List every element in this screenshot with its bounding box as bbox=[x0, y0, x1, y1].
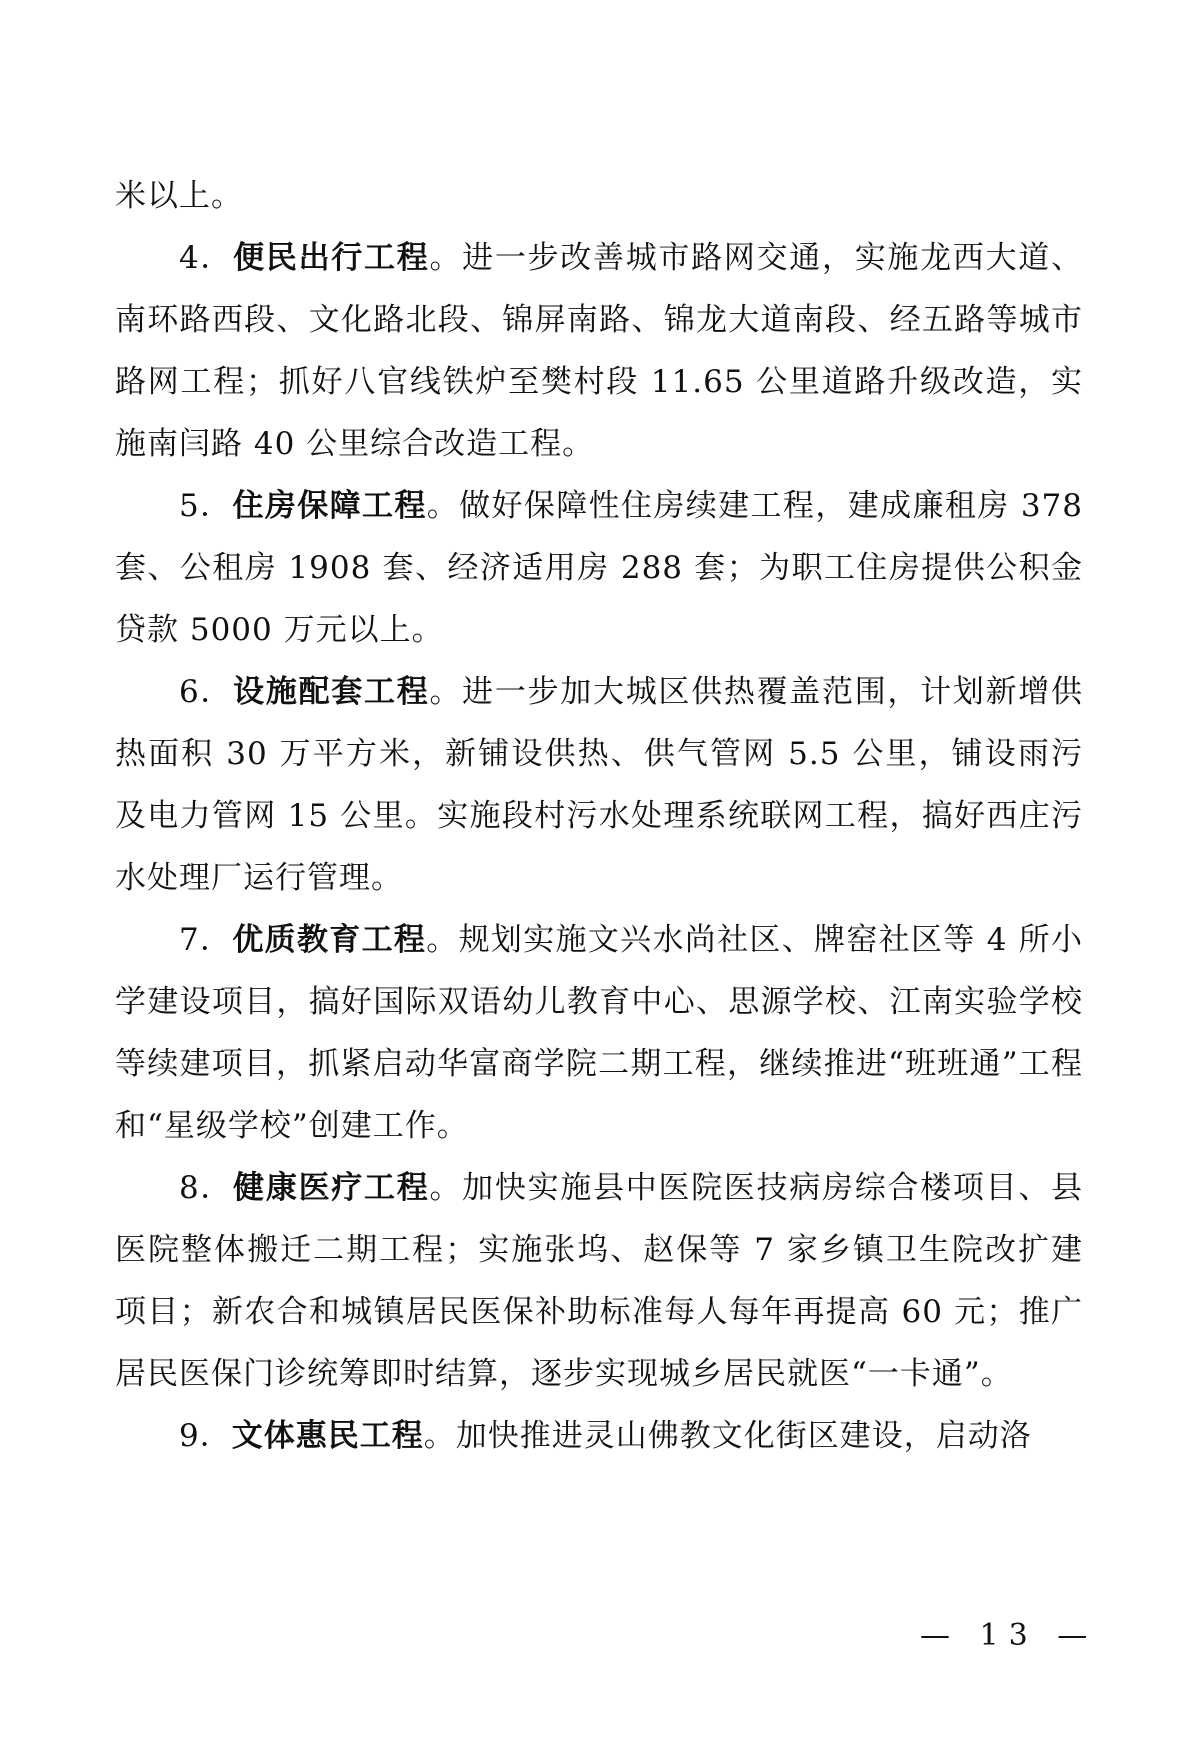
item-8-number: 8． bbox=[179, 1170, 234, 1206]
item-7-text: 。规划实施文兴水尚社区、牌窑社区等 4 所小学建设项目，搞好国际双语幼儿教育中心、思源学校、江南实验学校等续建项目，抓紧启动华富商学院二期工程，继续推进“班班通”工程和“星级学校”创建工作。 bbox=[115, 922, 1084, 1144]
item-6-number: 6． bbox=[179, 674, 234, 710]
item-9-paragraph bbox=[115, 1405, 1083, 1467]
item-9-text: 。加快推进灵山佛教文化街区建设，启动洛 bbox=[423, 1418, 1032, 1454]
item-8-heading: 健康医疗工程 bbox=[233, 1170, 430, 1206]
item-9-heading: 文体惠民工程 bbox=[231, 1418, 424, 1454]
item-4-text: 。进一步改善城市路网交通，实施龙西大道、南环路西段、文化路北段、锦屏南路、锦龙大道南段、经五路等城市路网工程；抓好八官线铁炉至樊村段 11.65 公里道路升级改造，实施南闫路 40 公里综合改造工程。 bbox=[115, 240, 1083, 462]
item-7-heading: 优质教育工程 bbox=[232, 922, 427, 958]
document-body bbox=[115, 165, 1083, 1467]
item-7-number: 7． bbox=[179, 922, 233, 958]
intro-paragraph: 米以上。 bbox=[115, 178, 243, 214]
item-7-paragraph bbox=[115, 909, 1083, 1157]
item-4-heading: 便民出行工程 bbox=[233, 240, 430, 276]
item-5-number: 5． bbox=[179, 488, 233, 524]
item-8-paragraph bbox=[115, 1157, 1083, 1405]
page-number: — 13 — bbox=[920, 1618, 1098, 1653]
item-5-paragraph bbox=[115, 475, 1083, 661]
item-8-text: 。加快实施县中医院医技病房综合楼项目、县医院整体搬迁二期工程；实施张坞、赵保等 7 家乡镇卫生院改扩建项目；新农合和城镇居民医保补助标准每人每年再提高 60 元；推广居民医保门诊统筹即时结算，逐步实现城乡居民就医“一卡通”。 bbox=[115, 1170, 1083, 1392]
item-9-number: 9． bbox=[179, 1418, 232, 1454]
item-6-text: 。进一步加大城区供热覆盖范围，计划新增供热面积 30 万平方米，新铺设供热、供气管网 5.5 公里，铺设雨污及电力管网 15 公里。实施段村污水处理系统联网工程，搞好西庄污水处理厂运行管理。 bbox=[115, 674, 1083, 896]
item-6-paragraph bbox=[115, 661, 1083, 909]
item-4-paragraph bbox=[115, 227, 1083, 475]
item-6-heading: 设施配套工程 bbox=[233, 674, 430, 710]
item-5-heading: 住房保障工程 bbox=[232, 488, 427, 524]
item-4-number: 4． bbox=[179, 240, 234, 276]
item-5-text: 。做好保障性住房续建工程，建成廉租房 378 套、公租房 1908 套、经济适用房 288 套；为职工住房提供公积金贷款 5000 万元以上。 bbox=[115, 488, 1083, 648]
